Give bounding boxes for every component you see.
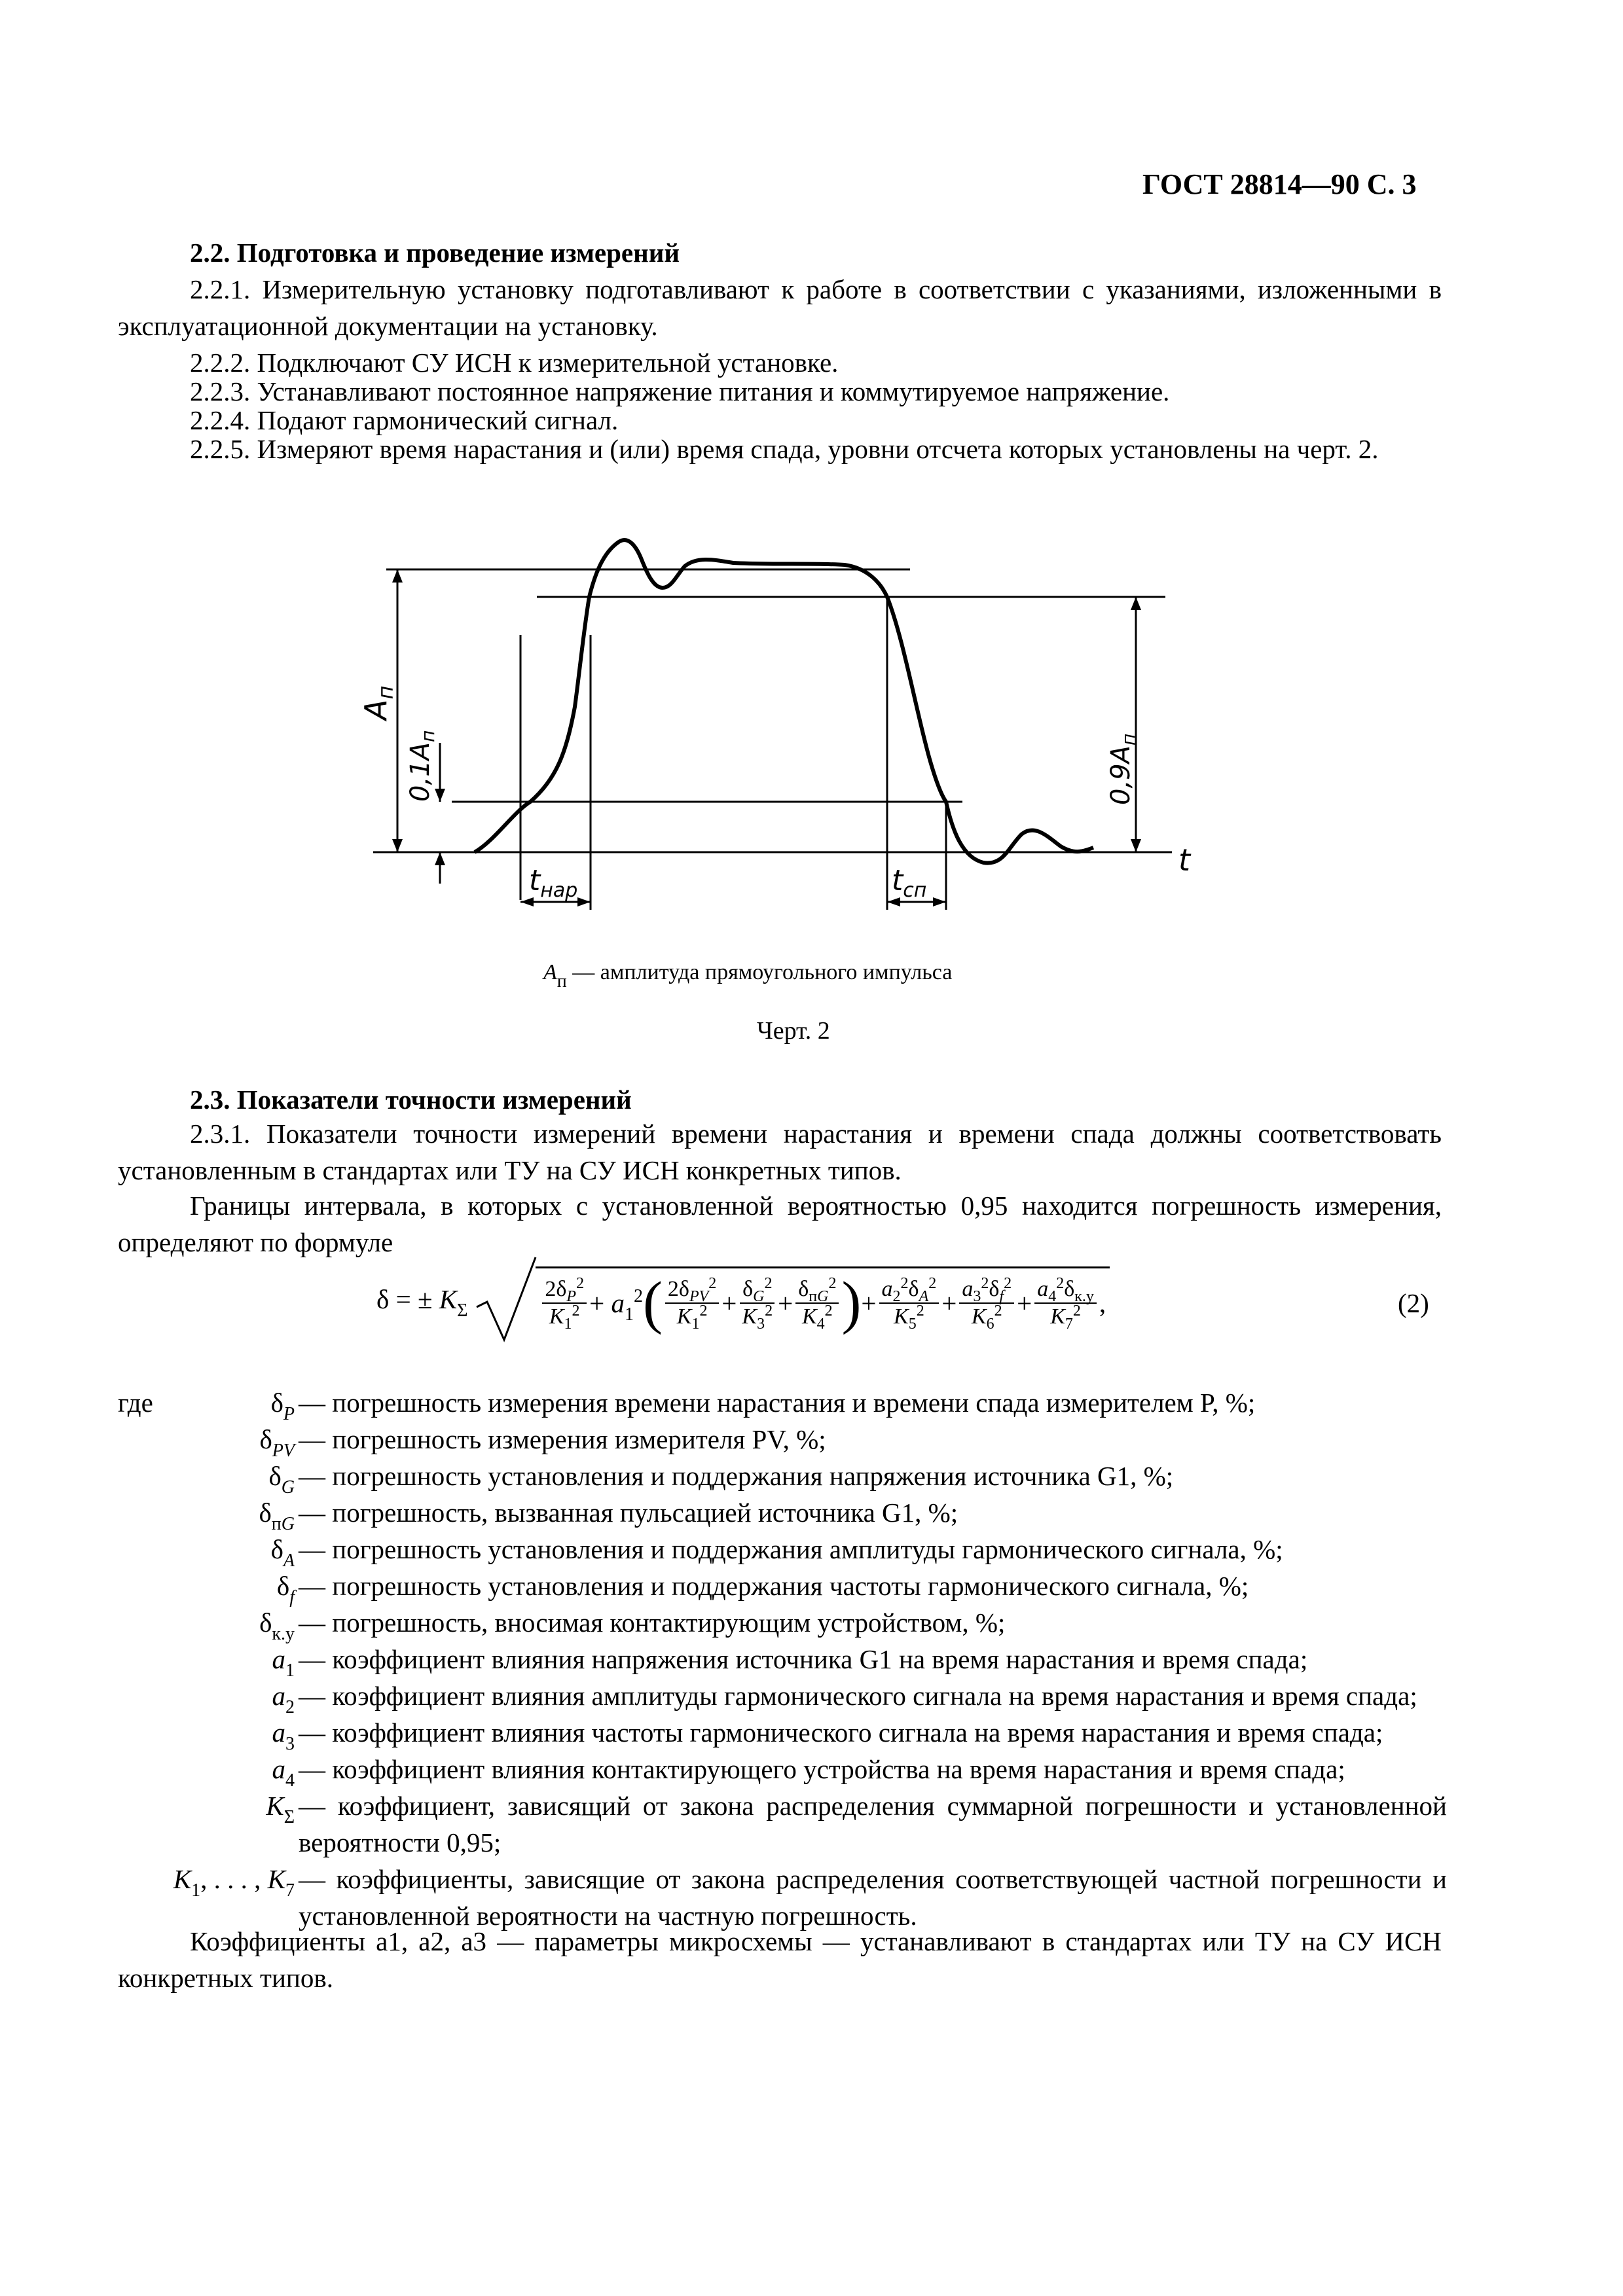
arrow-09-top bbox=[1131, 597, 1141, 610]
arrow-fall-left bbox=[887, 897, 900, 906]
definition-item: $\delta_P$ — погрешность измерения времени нарастания и времени спада измерителем P, %; bbox=[270, 1388, 1256, 1424]
section-2-2-heading: 2.2. Подготовка и проведение измерений bbox=[190, 238, 680, 268]
definition-item: $a_1$ — коэффициент влияния напряжения источника G1 на время нарастания и время спада; bbox=[272, 1644, 1308, 1681]
paragraph-interval-bounds: Границы интервала, в которых с установленной вероятностью 0,95 находится погрешность измерения, определяют по формуле bbox=[118, 1191, 1442, 1257]
paragraph-2-2-4: 2.2.4. Подают гармонический сигнал. bbox=[190, 405, 619, 435]
formula-number: (2) bbox=[1398, 1288, 1429, 1318]
label-level-01: $0,1A_п$ bbox=[405, 730, 439, 802]
arrow-rise-left bbox=[520, 897, 534, 906]
closing-paragraph: Коэффициенты a1, a2, a3 — параметры микросхемы — устанавливают в стандартах или ТУ на СУ ИСН конкретных типов. bbox=[118, 1926, 1442, 1993]
definition-item: $\delta_{к.у}$ — погрешность, вносимая контактирующим устройством, %; bbox=[259, 1607, 1006, 1644]
label-fall-time: $t_{сп}$ bbox=[892, 864, 927, 902]
paragraph-2-2-1: 2.2.1. Измерительную установку подготавливают к работе в соответствии с указаниями, изложенными в эксплуатационной документации на установку. bbox=[118, 274, 1442, 341]
paragraph-2-3-1: 2.3.1. Показатели точности измерений времени нарастания и времени спада должны соответствовать установленным в стандартах или ТУ на СУ ИСН конкретных типов. bbox=[118, 1119, 1442, 1185]
label-amplitude: $A_п$ bbox=[358, 685, 398, 720]
figure-title: Черт. 2 bbox=[757, 1017, 830, 1045]
radical-sign bbox=[473, 1253, 545, 1345]
definition-item: $a_2$ — коэффициент влияния амплитуды гармонического сигнала на время нарастания и время спада; bbox=[272, 1681, 1417, 1717]
paragraph-2-2-5: 2.2.5. Измеряют время нарастания и (или) время спада, уровни отсчета которых установлены на черт. 2. bbox=[190, 434, 1379, 464]
pulse-waveform bbox=[475, 540, 1093, 863]
arrow-amp-bottom bbox=[392, 839, 403, 852]
arrow-fall-right bbox=[933, 897, 946, 906]
arrow-amp-top bbox=[392, 569, 403, 583]
formula-2: δ = ± $K_\Sigma$ $\frac{2\delta_P^2}{K_1^2}$ + $a_1^2$ ( $\frac{2\delta_{PV}^2}{K_1^2}$ + $\frac{\delta_G^2}{K_3^2}$ + $\frac{\delta_{пG}^2}{K_4^2}$ ) + $\frac{a_2^2\delta_A^2}{K_5^2}$ + $\frac{a_3^2\delta_f^2}{K_6^2}$ + $\frac{a_4^2\delta_{к.у}}{K_7^2}$ , bbox=[376, 1253, 1110, 1345]
arrow-09-bottom bbox=[1131, 839, 1141, 852]
definitions-list bbox=[118, 1384, 1447, 1934]
arrow-01-bottom bbox=[435, 852, 445, 865]
definition-item: $\delta_{PV}$ — погрешность измерения измерителя PV, %; bbox=[259, 1424, 826, 1461]
label-level-09: $0,9A_п$ bbox=[1106, 733, 1139, 805]
definition-item: $K_1$, . . . , $K_7$ — коэффициенты, зависящие от закона распределения соответствующей частной погрешности и установленной вероятности на частную погрешность. bbox=[173, 1864, 1447, 1931]
arrow-01-top bbox=[435, 789, 445, 802]
definition-item: $a_3$ — коэффициент влияния частоты гармонического сигнала на время нарастания и время спада; bbox=[272, 1717, 1383, 1754]
figure-caption: $A_п$ — амплитуда прямоугольного импульса bbox=[543, 960, 953, 992]
label-rise-time: $t_{нар}$ bbox=[529, 864, 578, 902]
definition-item: $\delta_G$ — погрешность установления и поддержания напряжения источника G1, %; bbox=[268, 1461, 1174, 1498]
section-2-3-heading: 2.3. Показатели точности измерений bbox=[190, 1085, 632, 1115]
definition-item: $\delta_f$ — погрешность установления и поддержания частоты гармонического сигнала, %; bbox=[276, 1571, 1249, 1607]
paragraph-2-2-3: 2.2.3. Устанавливают постоянное напряжение питания и коммутируемое напряжение. bbox=[190, 376, 1170, 406]
definition-item: $a_4$ — коэффициент влияния контактирующего устройства на время нарастания и время спада; bbox=[272, 1754, 1345, 1791]
pulse-timing-figure bbox=[354, 517, 1270, 942]
definition-item: $\delta_{пG}$ — погрешность, вызванная пульсацией источника G1, %; bbox=[259, 1498, 958, 1534]
arrow-rise-right bbox=[577, 897, 591, 906]
where-label: где bbox=[118, 1388, 153, 1418]
definition-item: $K_\Sigma$ — коэффициент, зависящий от закона распределения суммарной погрешности и установленной вероятности 0,95; bbox=[266, 1791, 1447, 1857]
definition-item: $\delta_A$ — погрешность установления и поддержания амплитуды гармонического сигнала, %; bbox=[270, 1534, 1283, 1571]
label-time-axis: t bbox=[1178, 842, 1191, 878]
document-header: ГОСТ 28814—90 С. 3 bbox=[1142, 168, 1417, 200]
paragraph-2-2-2: 2.2.2. Подключают СУ ИСН к измерительной установке. bbox=[190, 348, 839, 378]
